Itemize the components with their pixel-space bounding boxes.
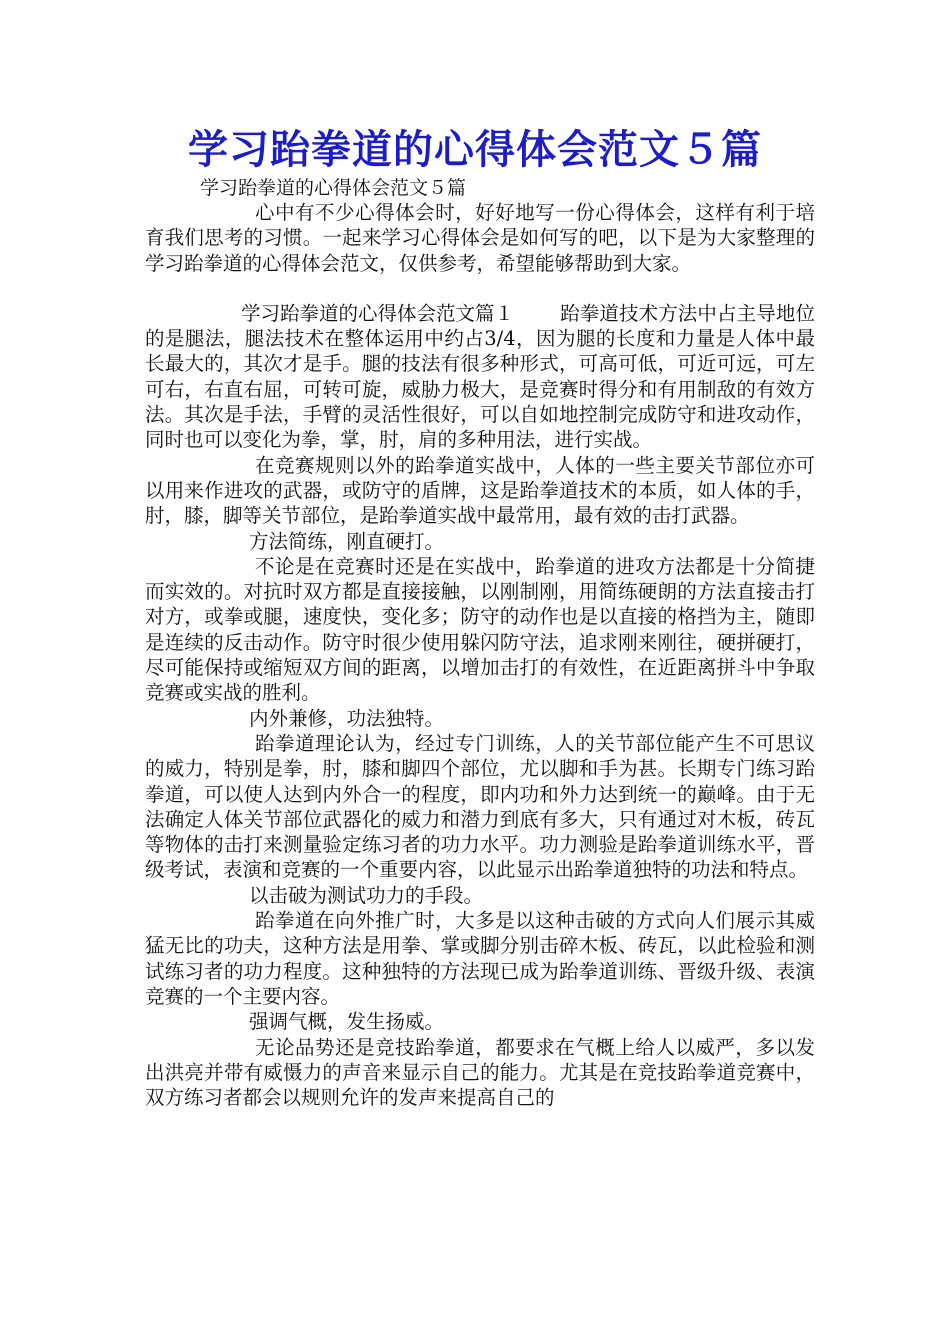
body-paragraph-3: 不论是在竞赛时还是在实战中，跆拳道的进攻方法都是十分简捷而实效的。对抗时双方都是直接接触，以刚制刚，用简练硬朗的方法直接击打对方，或拳或腿，速度快，变化多；防守的动作也是以直接的格挡为主，随即是连续的反击动作。防守时很少使用躲闪防守法，追求刚来刚往，硬拼硬打，尽可能保持或缩短双方间的距离，以增加击打的有效性，在近距离拼斗中争取竞赛或实战的胜利。 (145, 554, 815, 705)
section-1-text: 跆拳道技术方法中占主导地位的是腿法，腿法技术在整体运用中约占3/4，因为腿的长度和力量是人体中最长最大的，其次才是手。腿的技法有很多种形式，可高可低，可近可远，可左可右，右直右屈，可转可旋，威胁力极大，是竞赛时得分和有用制敌的有效方法。其次是手法，手臂的灵活性很好，可以自如地控制完成防守和进攻动作，同时也可以变化为拳，掌，肘，肩的多种用法，进行实战。 (145, 301, 815, 452)
section-1-paragraph (145, 301, 815, 453)
section-1-title: 学习跆拳道的心得体会范文篇１ (241, 301, 515, 325)
document-body (145, 200, 815, 1110)
subheading-2: 内外兼修，功法独特。 (249, 706, 445, 730)
paragraph-spacer (145, 276, 815, 301)
subheading-4: 强调气概，发生扬威。 (249, 1010, 445, 1034)
body-paragraph-6: 无论品势还是竞技跆拳道，都要求在气概上给人以威严，多以发出洪亮并带有威慑力的声音来显示自己的能力。尤其是在竞技跆拳道竞赛中，双方练习者都会以规则允许的发声来提高自己的 (145, 1035, 815, 1110)
document-title: 学习跆拳道的心得体会范文５篇 (188, 127, 762, 173)
subheading-1: 方法简练，刚直硬打。 (249, 529, 445, 553)
body-paragraph-4: 跆拳道理论认为，经过专门训练，人的关节部位能产生不可思议的威力，特别是拳，肘，膝和脚四个部位，尤以脚和手为甚。长期专门练习跆拳道，可以使人达到内外合一的程度，即内功和外力达到统一的巅峰。由于无法确定人体关节部位武器化的威力和潜力到底有多大，只有通过对木板，砖瓦等物体的击打来测量验定练习者的功力水平。功力测验是跆拳道训练水平，晋级考试，表演和竞赛的一个重要内容，以此显示出跆拳道独特的功法和特点。 (145, 731, 815, 882)
intro-paragraph: 心中有不少心得体会时，好好地写一份心得体会，这样有利于培育我们思考的习惯。一起来学习心得体会是如何写的吧，以下是为大家整理的学习跆拳道的心得体会范文，仅供参考，希望能够帮助到大家。 (145, 201, 815, 275)
body-paragraph-5: 跆拳道在向外推广时，大多是以这种击破的方式向人们展示其威猛无比的功夫，这种方法是用拳、掌或脚分别击碎木板、砖瓦，以此检验和测试练习者的功力程度。这种独特的方法现已成为跆拳道训练、晋级升级、表演竞赛的一个主要内容。 (145, 909, 815, 1008)
subheading-3: 以击破为测试功力的手段。 (249, 883, 484, 907)
body-paragraph-2: 在竞赛规则以外的跆拳道实战中，人体的一些主要关节部位亦可以用来作进攻的武器，或防守的盾牌，这是跆拳道技术的本质，如人体的手，肘，膝，脚等关节部位，是跆拳道实战中最常用，最有效的击打武器。 (145, 453, 815, 528)
document-subtitle: 学习跆拳道的心得体会范文５篇 (200, 177, 467, 199)
